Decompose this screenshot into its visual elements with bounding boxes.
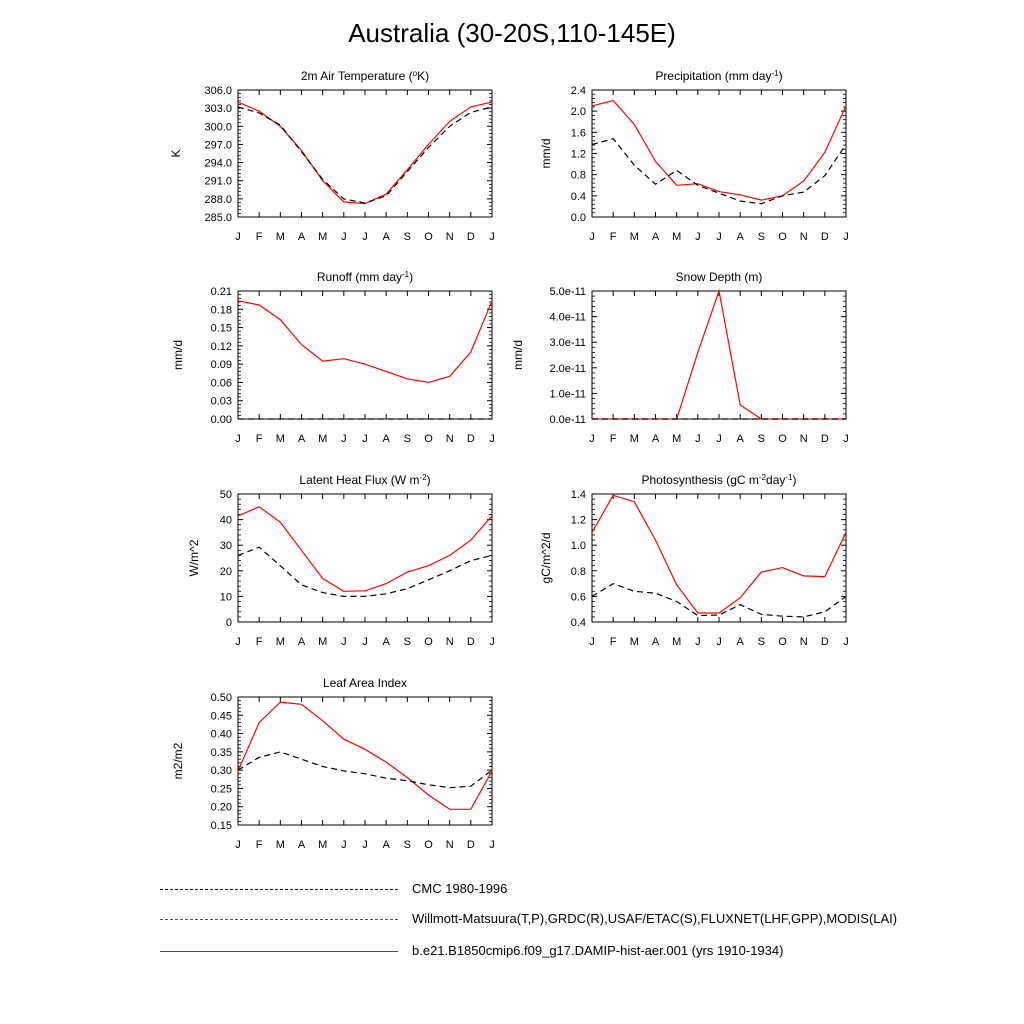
obs-series-line [592, 139, 846, 204]
x-tick-label: F [255, 839, 263, 851]
y-tick-label: 0.30 [210, 765, 232, 778]
obs-series-line [238, 752, 492, 788]
y-tick-label: 1.4 [570, 489, 586, 501]
x-tick-label: M [318, 433, 328, 445]
legend-item-cmc [160, 880, 1020, 900]
model-series-line [592, 495, 846, 613]
x-tick-label: J [716, 636, 722, 648]
legend-swatch-dashed-multi [160, 919, 398, 920]
chart-panel [187, 473, 495, 649]
legend-item-observations [160, 910, 1020, 930]
x-tick-label: S [403, 231, 412, 243]
x-tick-label: A [651, 231, 660, 243]
x-tick-label: M [318, 231, 328, 243]
legend-label: CMC 1980-1996 [412, 881, 508, 896]
model-series-line [238, 507, 492, 592]
obs-series-line [592, 584, 846, 617]
x-tick-label: J [716, 231, 722, 243]
legend-item-model [160, 942, 1020, 962]
x-tick-label: N [445, 433, 454, 445]
x-tick-label: J [843, 433, 849, 445]
legend-swatch-solid-red [160, 951, 398, 952]
x-tick-label: N [445, 231, 454, 243]
model-series-line [592, 101, 846, 201]
x-tick-label: D [466, 636, 475, 648]
x-tick-label: M [275, 433, 285, 445]
x-tick-label: F [255, 231, 263, 243]
y-tick-label: 0.18 [210, 304, 232, 317]
x-tick-label: A [382, 231, 390, 243]
y-tick-label: 1.0 [570, 540, 586, 553]
y-tick-label: 40 [219, 514, 232, 527]
y-tick-label: 0.20 [210, 801, 232, 814]
model-series-line [238, 301, 492, 383]
chart-title: Leaf Area Index [322, 676, 408, 690]
y-tick-label: 291.0 [204, 175, 232, 188]
y-tick-label: 0.09 [210, 359, 232, 372]
y-tick-label: 1.2 [570, 148, 586, 161]
y-tick-label: 0.06 [210, 377, 232, 390]
x-tick-label: J [235, 636, 241, 648]
y-axis-label: gC/m^2/d [539, 532, 553, 584]
x-tick-label: J [362, 839, 368, 851]
x-tick-label: A [297, 839, 306, 851]
model-series-line [238, 702, 492, 809]
y-tick-label: 0.4 [570, 617, 586, 629]
chart-panel [169, 69, 495, 244]
y-tick-label: 3.0e-11 [549, 337, 586, 350]
x-tick-label: O [424, 839, 433, 851]
x-tick-label: F [255, 636, 263, 648]
x-tick-label: A [651, 636, 660, 648]
x-tick-label: A [297, 636, 306, 648]
legend-label: b.e21.B1850cmip6.f09_g17.DAMIP-hist-aer.001 (yrs 1910-1934) [412, 943, 784, 958]
x-tick-label: J [589, 636, 595, 648]
chart-title: Runoff (mm day$^{-1}$) [316, 269, 414, 284]
x-tick-label: J [341, 231, 347, 243]
x-tick-label: M [629, 636, 639, 648]
y-tick-label: 0.4 [570, 190, 586, 203]
y-tick-label: 294.0 [204, 157, 232, 170]
x-tick-label: S [403, 636, 412, 648]
chart-title: Latent Heat Flux (W $m^{-2}$) [299, 472, 431, 487]
y-tick-label: 306.0 [204, 85, 232, 97]
chart-panel [171, 270, 495, 446]
x-tick-label: J [489, 636, 495, 648]
y-tick-label: 0.8 [570, 169, 586, 182]
x-tick-label: J [695, 433, 701, 445]
y-tick-label: 0 [225, 617, 232, 629]
main-title: Australia (30-20S,110-145E) [348, 18, 676, 48]
y-tick-label: 285.0 [204, 212, 232, 224]
y-tick-label: 4.0e-11 [549, 311, 586, 324]
x-tick-label: J [695, 636, 701, 648]
x-tick-label: J [341, 433, 347, 445]
x-tick-label: J [235, 231, 241, 243]
chart-title: Photosynthesis (gC $m^{-2}day^{-1}$) [641, 472, 797, 487]
plot-frame [592, 494, 846, 622]
x-tick-label: J [489, 231, 495, 243]
y-tick-label: 297.0 [204, 139, 232, 152]
x-tick-label: A [736, 433, 744, 445]
chart-title: Snow Depth (m) [675, 270, 763, 284]
plot-frame [238, 494, 492, 622]
y-tick-label: 0.15 [210, 820, 232, 832]
y-tick-label: 0.8 [570, 565, 586, 578]
y-tick-label: 0.0 [570, 212, 586, 224]
x-tick-label: S [757, 636, 766, 648]
x-tick-label: J [362, 231, 368, 243]
x-tick-label: N [799, 231, 808, 243]
x-tick-label: O [424, 231, 433, 243]
y-tick-label: 0.03 [210, 395, 232, 408]
y-tick-label: 20 [219, 565, 232, 578]
y-tick-label: 2.4 [570, 85, 586, 97]
x-tick-label: A [736, 636, 744, 648]
plot-frame [592, 90, 846, 217]
x-tick-label: J [716, 433, 722, 445]
x-tick-label: J [589, 433, 595, 445]
chart-panel [539, 69, 849, 244]
x-tick-label: F [609, 231, 617, 243]
y-axis-label: mm/d [539, 138, 553, 169]
y-tick-label: 5.0e-11 [549, 286, 586, 298]
x-tick-label: D [466, 433, 475, 445]
x-tick-label: A [382, 636, 390, 648]
x-tick-label: S [403, 433, 412, 445]
x-tick-label: S [403, 839, 412, 851]
x-tick-label: A [382, 433, 390, 445]
x-tick-label: S [757, 231, 766, 243]
x-tick-label: J [341, 839, 347, 851]
y-tick-label: 10 [219, 591, 232, 604]
y-tick-label: 300.0 [204, 121, 232, 134]
x-tick-label: D [820, 433, 829, 445]
x-tick-label: A [297, 231, 306, 243]
y-tick-label: 0.0e-11 [549, 414, 586, 426]
y-axis-label: W/m^2 [187, 539, 201, 577]
x-tick-label: J [235, 839, 241, 851]
x-tick-label: A [736, 231, 744, 243]
y-tick-label: 0.40 [210, 728, 232, 741]
x-tick-label: O [778, 231, 787, 243]
y-tick-label: 0.45 [210, 710, 232, 723]
plot-frame [592, 291, 846, 419]
y-tick-label: 0.00 [210, 414, 232, 426]
y-tick-label: 0.35 [210, 746, 232, 759]
legend-swatch-dashed-black [160, 889, 398, 890]
x-tick-label: M [275, 636, 285, 648]
y-tick-label: 2.0 [570, 106, 586, 119]
plot-frame [238, 697, 492, 825]
y-tick-label: 1.0e-11 [549, 388, 586, 401]
x-tick-label: M [629, 433, 639, 445]
y-tick-label: 1.2 [570, 514, 586, 527]
x-tick-label: M [672, 231, 682, 243]
y-tick-label: 1.6 [570, 127, 586, 140]
y-tick-label: 0.12 [210, 340, 232, 353]
x-tick-label: F [609, 433, 617, 445]
x-tick-label: O [778, 433, 787, 445]
x-tick-label: J [695, 231, 701, 243]
obs-series-line [238, 107, 492, 203]
y-axis-label: mm/d [511, 340, 525, 370]
x-tick-label: F [609, 636, 617, 648]
y-tick-label: 50 [219, 489, 232, 501]
x-tick-label: M [672, 433, 682, 445]
y-tick-label: 0.21 [210, 286, 232, 298]
chart-panel [539, 473, 849, 649]
obs-series-line [238, 547, 492, 596]
x-tick-label: D [466, 839, 475, 851]
x-tick-label: M [318, 839, 328, 851]
x-tick-label: J [843, 231, 849, 243]
x-tick-label: A [297, 433, 306, 445]
x-tick-label: N [445, 839, 454, 851]
x-tick-label: J [341, 636, 347, 648]
x-tick-label: O [424, 636, 433, 648]
x-tick-label: N [799, 636, 808, 648]
x-tick-label: J [489, 433, 495, 445]
y-tick-label: 0.25 [210, 783, 232, 796]
chart-title: 2m Air Temperature ($^o$K) [300, 68, 430, 83]
x-tick-label: A [651, 433, 660, 445]
model-series-line [238, 102, 492, 204]
model-series-line [592, 291, 846, 419]
plot-frame [238, 291, 492, 419]
y-tick-label: 0.50 [210, 692, 232, 704]
chart-title: Precipitation (mm day$^{-1}$) [655, 68, 783, 83]
y-tick-label: 30 [219, 540, 232, 553]
chart-panel [171, 676, 495, 851]
x-tick-label: D [466, 231, 475, 243]
chart-panel [511, 270, 849, 445]
x-tick-label: J [235, 433, 241, 445]
x-tick-label: J [362, 433, 368, 445]
y-tick-label: 0.6 [570, 591, 586, 604]
x-tick-label: M [672, 636, 682, 648]
x-tick-label: J [843, 636, 849, 648]
x-tick-label: N [445, 636, 454, 648]
legend-label: Willmott-Matsuura(T,P),GRDC(R),USAF/ETAC(S),FLUXNET(LHF,GPP),MODIS(LAI) [412, 911, 898, 926]
y-tick-label: 2.0e-11 [549, 362, 586, 375]
x-tick-label: M [318, 636, 328, 648]
x-tick-label: S [757, 433, 766, 445]
x-tick-label: D [820, 231, 829, 243]
x-tick-label: M [629, 231, 639, 243]
y-axis-label: mm/d [171, 340, 185, 370]
x-tick-label: M [275, 839, 285, 851]
x-tick-label: J [362, 636, 368, 648]
y-tick-label: 0.15 [210, 322, 232, 335]
x-tick-label: F [255, 433, 263, 445]
x-tick-label: O [778, 636, 787, 648]
x-tick-label: O [424, 433, 433, 445]
x-tick-label: J [589, 231, 595, 243]
x-tick-label: J [489, 839, 495, 851]
y-tick-label: 303.0 [204, 103, 232, 116]
y-tick-label: 288.0 [204, 193, 232, 206]
y-axis-label: K [169, 149, 183, 158]
x-tick-label: M [275, 231, 285, 243]
x-tick-label: N [799, 433, 808, 445]
x-tick-label: A [382, 839, 390, 851]
y-axis-label: m2/m2 [171, 742, 185, 780]
x-tick-label: D [820, 636, 829, 648]
plot-frame [238, 90, 492, 217]
